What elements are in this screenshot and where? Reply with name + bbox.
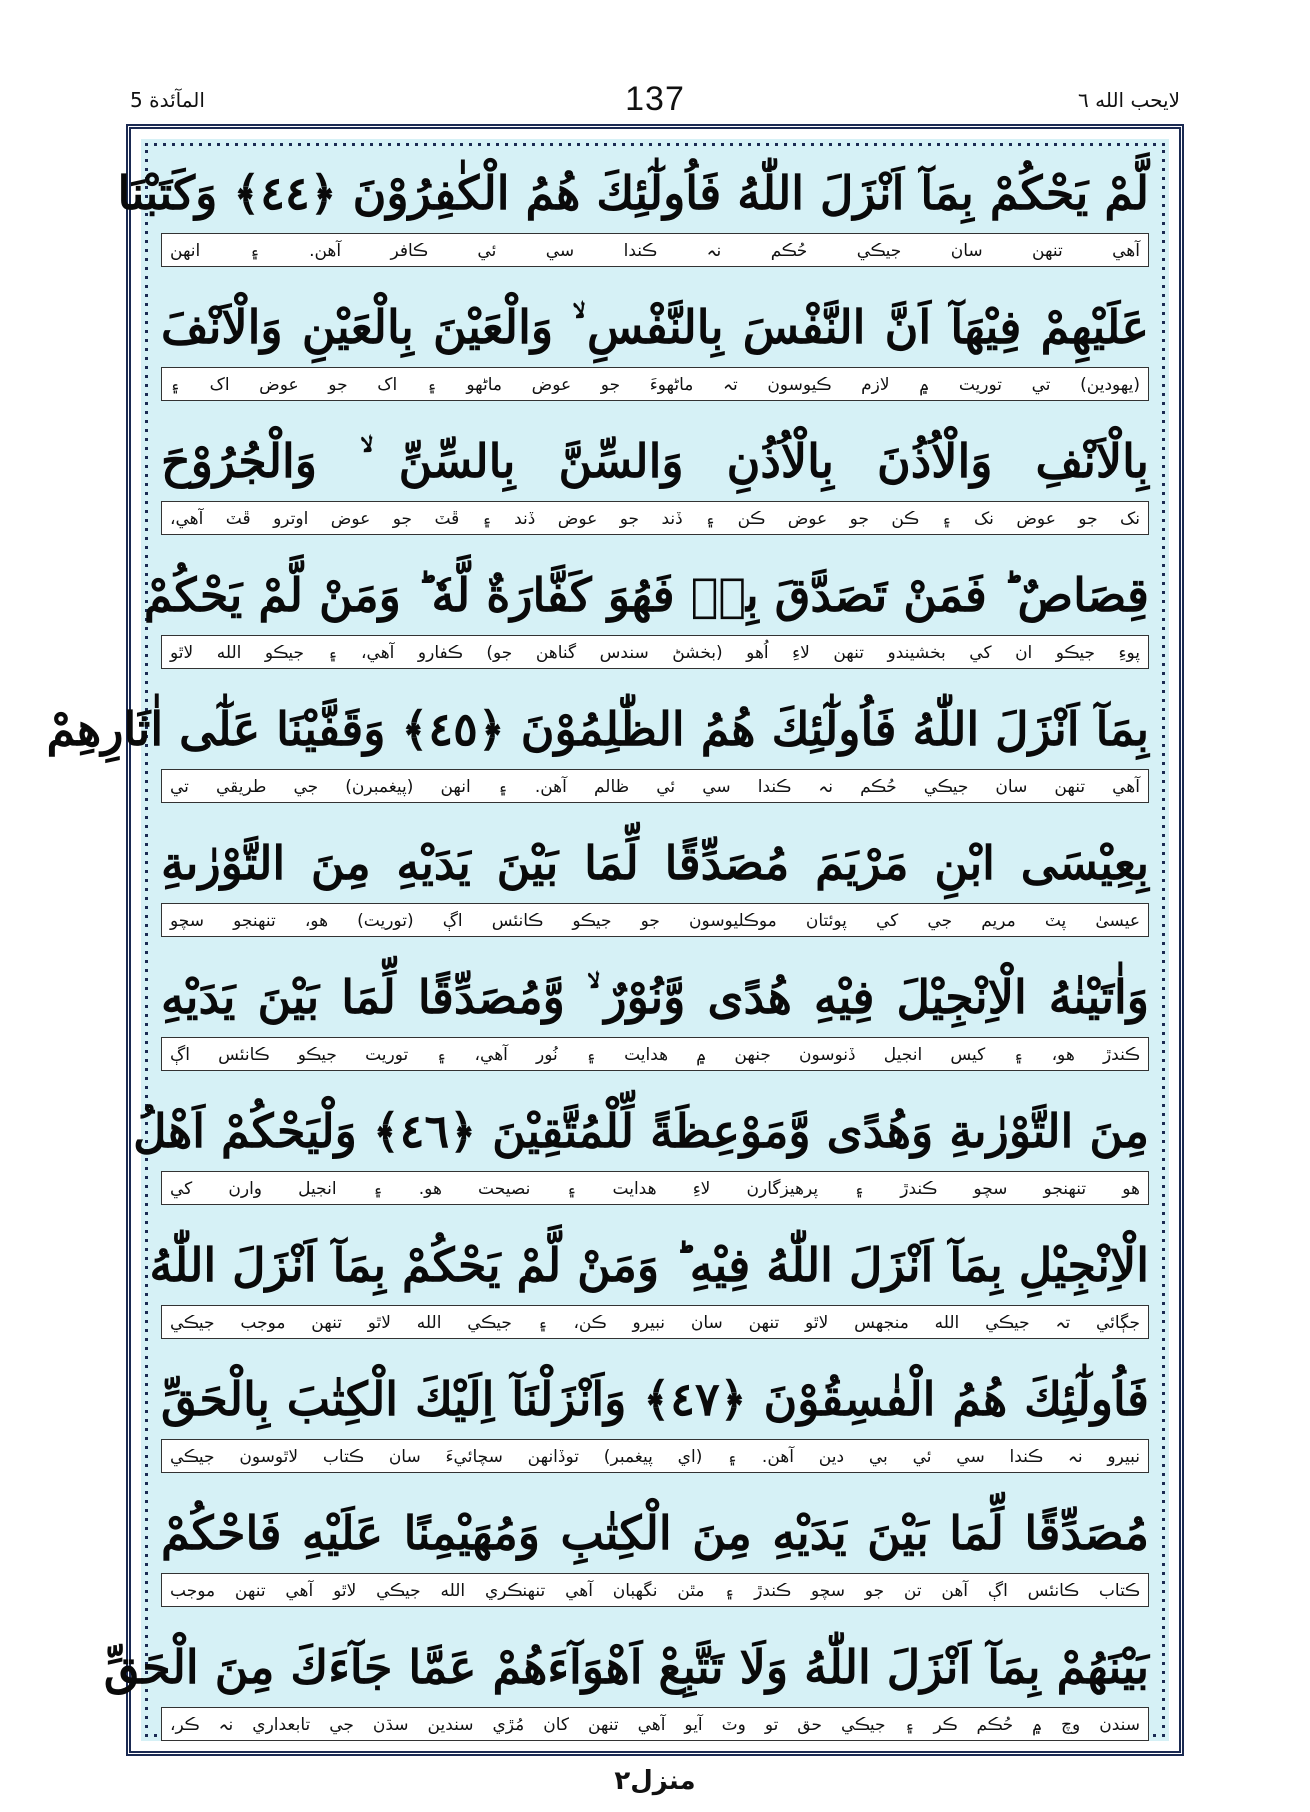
arabic-line: الْاِنْجِيْلِ بِمَآ اَنْزَلَ اللّٰهُ فِيْهِ ؕ وَمَنْ لَّمْ يَحْكُمْ بِمَآ اَنْزَلَ اللّٰهُ xyxy=(149,1238,1149,1292)
verse-block xyxy=(143,555,1149,689)
verse-block xyxy=(117,153,1149,287)
arabic-line: مُصَدِّقًا لِّمَا بَيْنَ يَدَيْهِ مِنَ الْكِتٰبِ وَمُهَيْمِنًا عَلَيْهِ فَاحْكُمْ xyxy=(161,1506,1149,1560)
surah-name: المآئدة 5 xyxy=(130,88,205,112)
verse-block xyxy=(103,1627,1149,1761)
translation-line: نبيرو نہ ڪندا سي ئي بي دين آهن. ۽ (اي پيغمبر) توڏانهن سچائيءَ سان ڪتاب لاٿوسون جيڪي xyxy=(161,1439,1149,1473)
translation-line: ڪندڙ هو، ۽ کيس انجيل ڏنوسون جنهن ۾ هدايت ۽ نُور آهي، ۽ توريت جيڪو ڪانئس اڳ xyxy=(161,1037,1149,1071)
translation-line: پوءِ جيڪو ان کي بخشيندو تنهن لاءِ اُهو (بخشڻ سندس گناهن جو) ڪفارو آهي، ۽ جيڪو الله لاٿو xyxy=(161,635,1149,669)
arabic-line: قِصَاصٌ ؕ فَمَنْ تَصَدَّقَ بِهٖ فَهُوَ كَفَّارَةٌ لَّهٗ ؕ وَمَنْ لَّمْ يَحْكُمْ xyxy=(143,568,1149,622)
text-content xyxy=(46,153,1150,1735)
verse-block xyxy=(161,1359,1149,1493)
translation-line: عيسىٰ پٽ مريم جي کي پوئتان موڪليوسون جو جيڪو ڪانئس اڳ (توريت) هو، تنهنجو سچو xyxy=(161,903,1149,937)
page-number: 137 xyxy=(625,80,685,118)
translation-line: نک جو عوض نک ۽ ڪن جو عوض ڪن ۽ ڏند جو عوض ڏند ۽ ڦٽ جو عوض اوترو ڦٽ آهي، xyxy=(161,501,1149,535)
arabic-line: فَاُولٰٓئِكَ هُمُ الْفٰسِقُوْنَ ﴿٤٧﴾ وَاَنْزَلْنَآ اِلَيْكَ الْكِتٰبَ بِالْحَقِّ xyxy=(161,1372,1150,1426)
translation-line: سندن وچ ۾ حُڪم ڪر ۽ جيڪي حق تو وٽ آيو آهي تنهن کان مُڙي سندين سڌن جي تابعداري نہ ڪر، xyxy=(161,1707,1149,1741)
verse-block xyxy=(161,957,1149,1091)
decorative-border xyxy=(46,139,1169,1741)
translation-line: آهي تنهن سان جيڪي حُڪم نہ ڪندا سي ئي ڪافر آهن. ۽ انهن xyxy=(161,233,1149,267)
verse-block xyxy=(161,287,1149,421)
arabic-line: بِالْاَنْفِ وَالْاُذُنَ بِالْاُذُنِ وَالسِّنَّ بِالسِّنِّ ۙ وَالْجُرُوْحَ xyxy=(161,434,1149,488)
arabic-line: بَيْنَهُمْ بِمَآ اَنْزَلَ اللّٰهُ وَلَا تَتَّبِعْ اَهْوَآءَهُمْ عَمَّا جَآءَكَ مِنَ الْحَقِّ xyxy=(103,1640,1149,1694)
arabic-line: لَّمْ يَحْكُمْ بِمَآ اَنْزَلَ اللّٰهُ فَاُولٰٓئِكَ هُمُ الْكٰفِرُوْنَ ﴿٤٤﴾ وَكَتَبْنَا xyxy=(117,166,1149,220)
verse-block xyxy=(149,1225,1149,1359)
verse-block xyxy=(161,421,1149,555)
arabic-line: بِمَآ اَنْزَلَ اللّٰهُ فَاُولٰٓئِكَ هُمُ الظّٰلِمُوْنَ ﴿٤٥﴾ وَقَفَّيْنَا عَلٰٓى اٰثَارِهِمْ xyxy=(46,702,1149,756)
manzil-footer: منزل٢ xyxy=(614,1766,696,1796)
arabic-line: وَاٰتَيْنٰهُ الْاِنْجِيْلَ فِيْهِ هُدًى وَّنُوْرٌ ۙ وَّمُصَدِّقًا لِّمَا بَيْنَ يَدَيْهِ xyxy=(161,970,1149,1024)
translation-line: هو تنهنجو سچو ڪندڙ ۽ پرهيزگارن لاءِ هدايت ۽ نصيحت هو. ۽ انجيل وارن کي xyxy=(161,1171,1149,1205)
verse-block xyxy=(133,1091,1149,1225)
page-header xyxy=(130,80,1180,130)
arabic-line: مِنَ التَّوْرٰىةِ وَهُدًى وَّمَوْعِظَةً لِّلْمُتَّقِيْنَ ﴿٤٦﴾ وَلْيَحْكُمْ اَهْلُ xyxy=(133,1104,1149,1158)
verse-block xyxy=(161,823,1149,957)
verse-block xyxy=(46,689,1149,823)
page-frame xyxy=(46,124,1184,1756)
juz-name: لايحب الله ٦ xyxy=(1078,88,1180,112)
translation-line: آهي تنهن سان جيڪي حُڪم نہ ڪندا سي ئي ظالم آهن. ۽ انهن (پيغمبرن) جي طريقي تي xyxy=(161,769,1149,803)
arabic-line: بِعِيْسَى ابْنِ مَرْيَمَ مُصَدِّقًا لِّمَا بَيْنَ يَدَيْهِ مِنَ التَّوْرٰىةِ xyxy=(161,836,1149,890)
translation-line: ڪتاب ڪانئس اڳ آهن تن جو سچو ڪندڙ ۽ مٿن نگهبان آهي تنهنڪري الله جيڪي لاٿو آهي تنهن موجب xyxy=(161,1573,1149,1607)
translation-line: (يهودين) تي توريت ۾ لازم ڪيوسون تہ ماڻهوءَ جو عوض ماڻهو ۽ اک جو عوض اک ۽ xyxy=(161,367,1149,401)
verse-block xyxy=(161,1493,1149,1627)
arabic-line: عَلَيْهِمْ فِيْهَآ اَنَّ النَّفْسَ بِالنَّفْسِ ۙ وَالْعَيْنَ بِالْعَيْنِ وَالْاَنْفَ xyxy=(161,300,1149,354)
translation-line: جڳائي تہ جيڪي الله منجهس لاٿو تنهن سان نبيرو ڪن، ۽ جيڪي الله لاٿو تنهن موجب جيڪي xyxy=(161,1305,1149,1339)
